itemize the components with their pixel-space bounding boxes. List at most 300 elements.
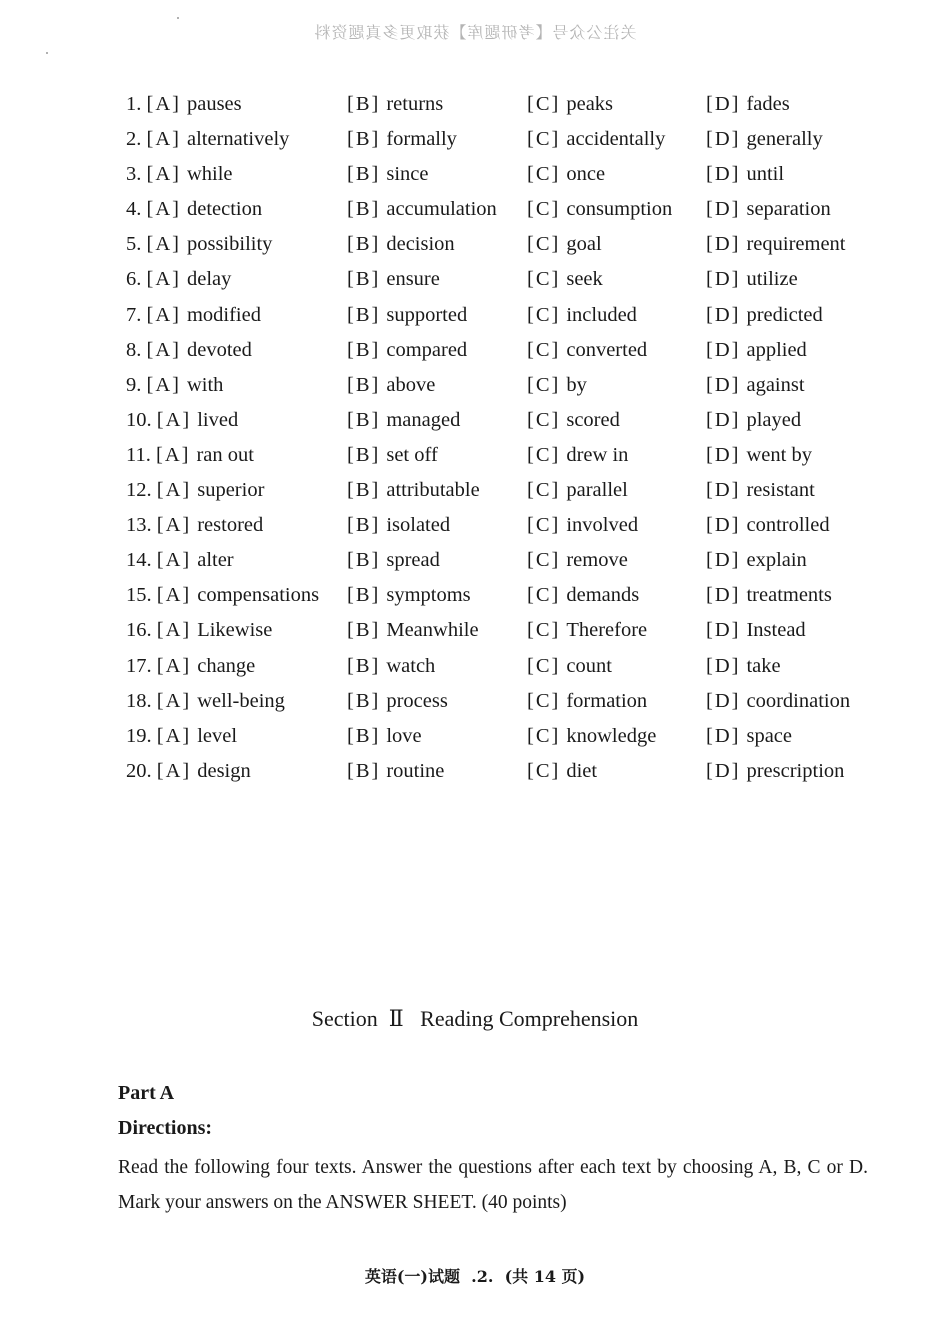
option-text: fades: [746, 93, 790, 115]
option-b: [347, 299, 467, 331]
option-letter-text: B: [355, 163, 372, 186]
question-number: 11.: [126, 443, 151, 466]
option-letter-text: D: [714, 724, 732, 747]
option-a: [126, 474, 264, 506]
section-numeral: Ⅱ: [388, 1006, 404, 1031]
option-text: parallel: [566, 479, 628, 502]
option-text: resistant: [746, 479, 815, 502]
option-letter-text: B: [355, 93, 372, 115]
option-letter: [C]: [527, 303, 561, 326]
option-text: attributable: [386, 479, 480, 502]
option-letter: [D]: [706, 268, 741, 291]
option-text: applied: [746, 338, 807, 361]
option-text: while: [186, 163, 233, 186]
directions-text: Read the following four texts. Answer the questions after each text by choosing A, B, C or D. Mark your answers on the ANSWER SHEET. (40 points): [118, 1157, 868, 1213]
option-letter-text: B: [355, 198, 372, 221]
option-text: level: [197, 724, 238, 747]
option-text: since: [386, 163, 429, 186]
option-letter: [D]: [706, 443, 741, 466]
option-a: [126, 544, 234, 576]
option-text: well-being: [197, 689, 285, 712]
option-c: [527, 334, 647, 366]
option-letter-text: B: [355, 619, 372, 642]
option-text: until: [746, 163, 785, 186]
option-letter: [D]: [706, 128, 741, 151]
option-letter: [A]: [156, 759, 192, 782]
option-letter-text: A: [155, 233, 173, 256]
footer-subject: 英语(一)试题: [364, 1267, 461, 1286]
option-d: [706, 755, 844, 787]
option-a: [126, 404, 238, 436]
option-a: [126, 369, 223, 401]
option-text: set off: [386, 443, 438, 466]
option-d: [706, 474, 815, 506]
option-d: [706, 299, 823, 331]
option-d: [706, 369, 805, 401]
question-number: 6.: [126, 268, 142, 291]
option-text: Meanwhile: [386, 619, 479, 642]
option-text: went by: [746, 443, 812, 466]
option-letter: [B]: [347, 549, 381, 572]
option-letter-text: B: [355, 233, 372, 256]
option-letter: [A]: [146, 373, 181, 396]
option-text: alternatively: [186, 128, 290, 151]
option-letter-text: C: [535, 268, 552, 291]
option-letter: [C]: [527, 338, 561, 361]
option-letter: [C]: [527, 654, 561, 677]
option-letter-text: C: [535, 338, 552, 361]
option-letter: [C]: [527, 689, 561, 712]
option-a: [126, 228, 272, 260]
option-d: [706, 685, 850, 717]
question-number: 20.: [126, 759, 152, 782]
option-text: devoted: [186, 338, 252, 361]
option-c: [527, 579, 639, 611]
option-d: [706, 123, 823, 155]
option-text: ran out: [196, 443, 254, 466]
option-b: [347, 755, 444, 787]
option-letter: [B]: [347, 93, 381, 115]
option-letter: [C]: [527, 268, 561, 291]
option-text: compared: [386, 338, 468, 361]
option-c: [527, 685, 647, 717]
option-letter: [C]: [527, 514, 561, 537]
section-title: Reading Comprehension: [420, 1006, 639, 1031]
option-text: lived: [197, 408, 239, 431]
option-text: compensations: [197, 584, 320, 607]
option-letter-text: B: [355, 443, 372, 466]
option-letter: [D]: [706, 759, 741, 782]
option-c: [527, 720, 656, 752]
option-text: Therefore: [566, 619, 648, 642]
option-b: [347, 228, 455, 260]
option-b: [347, 720, 422, 752]
option-letter-text: C: [535, 724, 552, 747]
option-letter: [C]: [527, 724, 561, 747]
option-letter: [B]: [347, 443, 381, 466]
option-letter-text: B: [355, 128, 372, 151]
option-letter-text: A: [165, 479, 183, 502]
option-text: scored: [566, 408, 620, 431]
option-c: [527, 439, 628, 471]
option-letter-text: C: [535, 549, 552, 572]
option-text: above: [386, 373, 436, 396]
option-letter: [C]: [527, 759, 561, 782]
option-text: restored: [197, 514, 264, 537]
question-row: [0, 685, 950, 720]
option-letter: [B]: [347, 338, 381, 361]
option-text: predicted: [746, 303, 823, 326]
option-b: [347, 579, 471, 611]
option-text: formally: [386, 128, 457, 151]
option-letter: [A]: [156, 584, 192, 607]
option-c: [527, 474, 628, 506]
option-letter-text: C: [535, 163, 552, 186]
option-text: peaks: [566, 93, 614, 115]
option-text: spread: [386, 549, 440, 572]
option-letter-text: D: [714, 233, 732, 256]
option-letter: [A]: [156, 724, 192, 747]
option-text: Instead: [746, 619, 806, 642]
option-letter-text: D: [714, 654, 732, 677]
option-letter: [D]: [706, 584, 741, 607]
question-number: 10.: [126, 408, 152, 431]
option-text: pauses: [186, 93, 242, 115]
option-letter-text: C: [535, 408, 552, 431]
option-letter-text: D: [714, 93, 732, 115]
question-number: 17.: [126, 654, 152, 677]
option-a: [126, 334, 252, 366]
option-text: modified: [186, 303, 261, 326]
option-letter-text: A: [165, 654, 183, 677]
option-letter-text: D: [714, 408, 732, 431]
option-letter-text: D: [714, 443, 732, 466]
option-letter-text: A: [165, 549, 183, 572]
question-row: [0, 579, 950, 614]
option-letter: [D]: [706, 198, 741, 221]
option-text: delay: [186, 268, 232, 291]
option-text: symptoms: [386, 584, 471, 607]
option-text: returns: [386, 93, 444, 115]
option-letter-text: C: [535, 233, 552, 256]
option-a: [126, 193, 262, 225]
option-text: knowledge: [566, 724, 657, 747]
question-row: [0, 439, 950, 474]
question-row: [0, 369, 950, 404]
option-text: prescription: [746, 759, 845, 782]
footer-page-number: .2.: [471, 1267, 494, 1286]
option-d: [706, 158, 784, 190]
option-d: [706, 650, 781, 682]
option-c: [527, 193, 672, 225]
question-number: 3.: [126, 163, 142, 186]
option-text: demands: [566, 584, 640, 607]
option-letter-text: C: [535, 514, 552, 537]
question-number: 5.: [126, 233, 142, 256]
option-text: separation: [746, 198, 831, 221]
footer-total-pages: (共 14 页): [504, 1267, 586, 1286]
option-letter-text: C: [535, 443, 552, 466]
option-text: count: [566, 654, 612, 677]
option-letter: [B]: [347, 163, 381, 186]
question-number: 15.: [126, 584, 152, 607]
option-b: [347, 544, 440, 576]
option-letter-text: C: [535, 128, 552, 151]
option-letter-text: A: [165, 724, 183, 747]
option-letter: [C]: [527, 128, 561, 151]
option-text: with: [186, 373, 224, 396]
option-letter: [B]: [347, 373, 381, 396]
question-number: 7.: [126, 303, 142, 326]
option-text: utilize: [746, 268, 798, 291]
option-letter: [B]: [347, 479, 381, 502]
option-letter: [A]: [156, 514, 192, 537]
option-letter-text: D: [714, 303, 732, 326]
option-letter-text: D: [714, 689, 732, 712]
option-c: [527, 369, 587, 401]
option-letter: [C]: [527, 373, 561, 396]
option-a: [126, 614, 272, 646]
option-letter: [C]: [527, 198, 561, 221]
option-a: [126, 123, 289, 155]
option-letter: [C]: [527, 549, 561, 572]
option-a: [126, 720, 237, 752]
option-letter-text: A: [155, 303, 173, 326]
option-letter: [B]: [347, 759, 381, 782]
option-letter: [A]: [156, 408, 192, 431]
option-letter-text: A: [165, 619, 183, 642]
option-text: requirement: [746, 233, 846, 256]
option-letter-text: D: [714, 619, 732, 642]
option-letter: [C]: [527, 233, 561, 256]
scan-speck: [46, 52, 48, 54]
option-letter-text: C: [535, 654, 552, 677]
option-text: routine: [386, 759, 445, 782]
option-b: [347, 404, 460, 436]
option-letter: [D]: [706, 373, 741, 396]
option-b: [347, 474, 480, 506]
option-letter-text: C: [535, 759, 552, 782]
option-letter: [A]: [156, 654, 192, 677]
option-text: accumulation: [386, 198, 497, 221]
option-text: controlled: [746, 514, 830, 537]
option-text: treatments: [746, 584, 832, 607]
option-letter: [A]: [146, 198, 181, 221]
option-letter: [A]: [146, 93, 181, 115]
option-letter: [C]: [527, 443, 561, 466]
option-a: [126, 755, 251, 787]
option-letter: [D]: [706, 338, 741, 361]
option-letter: [C]: [527, 479, 561, 502]
option-letter-text: D: [714, 514, 732, 537]
directions-label: Directions:: [118, 1117, 213, 1139]
option-text: remove: [566, 549, 628, 572]
option-text: process: [386, 689, 448, 712]
option-letter: [D]: [706, 619, 741, 642]
option-letter: [B]: [347, 619, 381, 642]
option-letter-text: D: [714, 163, 732, 186]
option-text: take: [746, 654, 781, 677]
option-letter: [A]: [156, 443, 191, 466]
option-a: [126, 509, 263, 541]
option-letter-text: A: [155, 198, 173, 221]
option-c: [527, 650, 612, 682]
option-d: [706, 228, 846, 260]
option-c: [527, 509, 638, 541]
option-letter: [C]: [527, 163, 561, 186]
option-a: [126, 650, 255, 682]
question-row: [0, 193, 950, 228]
question-number: 13.: [126, 514, 152, 537]
question-number: 9.: [126, 373, 142, 396]
question-row: [0, 263, 950, 298]
option-d: [706, 614, 806, 646]
option-letter-text: B: [355, 514, 372, 537]
option-letter: [C]: [527, 619, 561, 642]
option-text: consumption: [566, 198, 673, 221]
option-letter: [C]: [527, 408, 561, 431]
option-d: [706, 334, 807, 366]
question-row: [0, 509, 950, 544]
option-text: love: [386, 724, 422, 747]
option-text: ensure: [386, 268, 440, 291]
option-text: drew in: [566, 443, 629, 466]
option-text: supported: [386, 303, 468, 326]
option-letter: [C]: [527, 93, 561, 115]
option-text: by: [566, 373, 587, 396]
option-letter-text: B: [355, 584, 372, 607]
option-letter-text: A: [165, 514, 183, 537]
question-row: [0, 228, 950, 263]
option-a: [126, 579, 319, 611]
option-b: [347, 193, 497, 225]
option-a: [126, 88, 242, 120]
option-letter-text: B: [355, 268, 372, 291]
option-text: generally: [746, 128, 823, 151]
option-letter-text: B: [355, 689, 372, 712]
question-row: [0, 334, 950, 369]
option-letter-text: D: [714, 128, 732, 151]
option-letter-text: B: [355, 408, 372, 431]
question-row: [0, 299, 950, 334]
option-letter-text: B: [355, 759, 372, 782]
option-d: [706, 193, 831, 225]
option-c: [527, 228, 602, 260]
option-letter: [D]: [706, 408, 741, 431]
question-number: 8.: [126, 338, 142, 361]
option-letter: [B]: [347, 724, 381, 747]
option-c: [527, 544, 628, 576]
question-number: 12.: [126, 479, 152, 502]
option-letter-text: A: [155, 163, 173, 186]
option-c: [527, 299, 637, 331]
option-b: [347, 123, 457, 155]
question-number: 18.: [126, 689, 152, 712]
option-letter-text: A: [165, 759, 183, 782]
option-letter-text: A: [165, 584, 183, 607]
option-letter-text: A: [155, 268, 173, 291]
option-d: [706, 404, 801, 436]
option-d: [706, 509, 830, 541]
option-letter: [B]: [347, 198, 381, 221]
question-number: 2.: [126, 128, 142, 151]
question-row: [0, 720, 950, 755]
option-letter: [A]: [146, 338, 181, 361]
question-row: [0, 650, 950, 685]
question-row: [0, 755, 950, 790]
option-a: [126, 439, 254, 471]
option-text: coordination: [746, 689, 851, 712]
option-letter: [B]: [347, 128, 381, 151]
option-a: [126, 158, 233, 190]
option-text: played: [746, 408, 802, 431]
option-a: [126, 299, 261, 331]
option-letter: [D]: [706, 233, 741, 256]
option-text: Likewise: [197, 619, 273, 642]
option-text: seek: [566, 268, 603, 291]
option-letter-text: B: [355, 338, 372, 361]
option-letter: [D]: [706, 689, 741, 712]
option-letter: [B]: [347, 408, 381, 431]
option-letter: [A]: [146, 268, 181, 291]
option-letter-text: C: [535, 303, 552, 326]
option-letter-text: D: [714, 373, 732, 396]
option-letter: [A]: [156, 689, 192, 712]
section-heading: [0, 1006, 950, 1032]
question-row: [0, 88, 950, 123]
option-b: [347, 685, 448, 717]
option-a: [126, 263, 231, 295]
option-c: [527, 755, 597, 787]
option-c: [527, 123, 665, 155]
option-text: alter: [197, 549, 234, 572]
option-b: [347, 158, 428, 190]
option-letter: [D]: [706, 724, 741, 747]
option-letter-text: B: [355, 654, 372, 677]
part-title: Part A: [118, 1082, 175, 1104]
option-letter-text: D: [714, 549, 732, 572]
option-letter-text: A: [155, 338, 173, 361]
option-letter: [D]: [706, 654, 741, 677]
option-text: change: [197, 654, 256, 677]
option-letter-text: A: [164, 443, 182, 466]
option-d: [706, 263, 798, 295]
option-b: [347, 650, 435, 682]
option-text: managed: [386, 408, 461, 431]
option-letter-text: C: [535, 93, 552, 115]
question-number: 1.: [126, 93, 142, 115]
watermark: 关注公众号【考研题库】获取更多真题资料: [313, 23, 637, 42]
option-letter: [B]: [347, 584, 381, 607]
option-letter-text: D: [714, 198, 732, 221]
option-letter-text: A: [165, 689, 183, 712]
option-letter: [B]: [347, 303, 381, 326]
option-c: [527, 614, 647, 646]
option-letter: [A]: [156, 549, 192, 572]
option-text: converted: [566, 338, 648, 361]
question-row: [0, 123, 950, 158]
option-letter-text: C: [535, 198, 552, 221]
option-letter-text: B: [355, 724, 372, 747]
option-letter-text: B: [355, 373, 372, 396]
scan-speck: [177, 17, 179, 19]
option-b: [347, 509, 450, 541]
option-letter-text: D: [714, 584, 732, 607]
option-b: [347, 614, 479, 646]
option-letter-text: D: [714, 268, 732, 291]
option-a: [126, 685, 285, 717]
option-d: [706, 720, 792, 752]
